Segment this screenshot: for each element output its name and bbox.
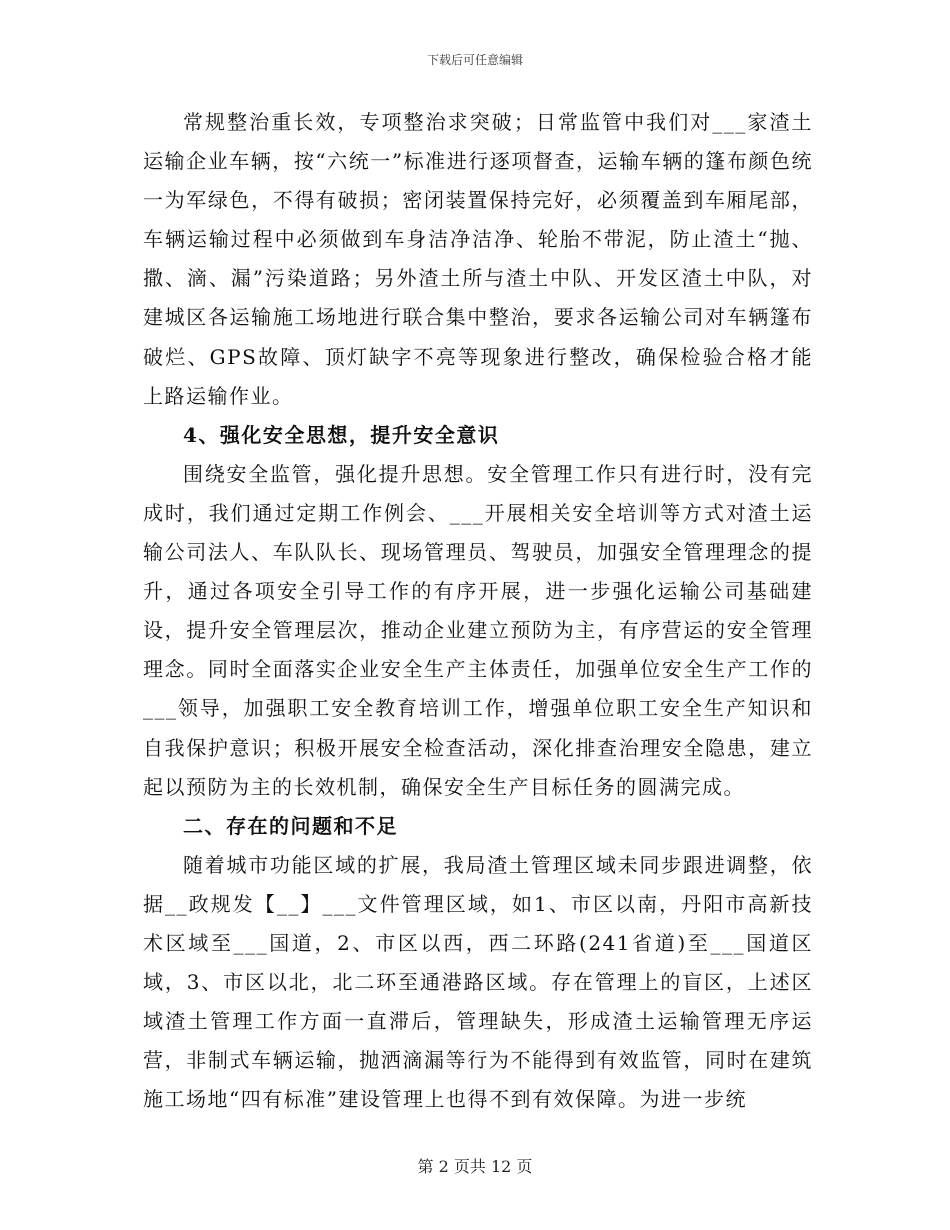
paragraph-regular-rectification: 常规整治重长效，专项整治求突破；日常监管中我们对___家渣土运输企业车辆，按“六统一”标准进行逐项督查，运输车辆的篷布颜色统一为军绿色，不得有破损；密闭装置保持完好，必须覆盖到车厢尾部，车辆运输过程中必须做到车身洁净洁净、轮胎不带泥，防止渣土“抛、撒、滴、漏”污染道路；另外渣土所与渣土中队、开发区渣土中队，对建城区各运输施工场地进行联合集中整治，要求各运输公司对车辆篷布破烂、GPS故障、顶灯缺字不亮等现象进行整改，确保检验合格才能上路运输作业。 (143, 110, 813, 408)
page-number: 第 2 页共 12 页 (417, 1157, 533, 1176)
paragraph-management-areas: 随着城市功能区域的扩展，我局渣土管理区域未同步跟进调整，依据__政规发【__】___文件管理区域，如1、市区以南，丹阳市高新技术区域至___国道，2、市区以西，西二环路(241省道)至___国道区域，3、市区以北，北二环至通港路区域。存在管理上的盲区，上述区域渣土管理工作方面一直滞后，管理缺失，形成渣土运输管理无序运营，非制式车辆运输，抛洒滴漏等行为不能得到有效监管，同时在建筑施工场地“四有标准”建设管理上也得不到有效保障。为进一步统 (143, 852, 813, 1112)
section-heading-problems: 二、存在的问题和不足 (183, 813, 398, 838)
page-header: 下载后可任意编辑 (426, 53, 523, 67)
section-heading-safety: 4、强化安全思想，提升安全意识 (183, 422, 500, 447)
document-body (143, 103, 813, 1119)
paragraph-safety-supervision: 围绕安全监管，强化提升思想。安全管理工作只有进行时，没有完成时，我们通过定期工作例会、___开展相关安全培训等方式对渣土运输公司法人、车队队长、现场管理员、驾驶员，加强安全管理理念的提升，通过各项安全引导工作的有序开展，进一步强化运输公司基础建设，提升安全管理层次，推动企业建立预防为主，有序营运的安全管理理念。同时全面落实企业安全生产主体责任，加强单位安全生产工作的___领导，加强职工安全教育培训工作，增强单位职工安全生产知识和自我保护意识；积极开展安全检查活动，深化排查治理安全隐患，建立起以预防为主的长效机制，确保安全生产目标任务的圆满完成。 (143, 461, 813, 799)
